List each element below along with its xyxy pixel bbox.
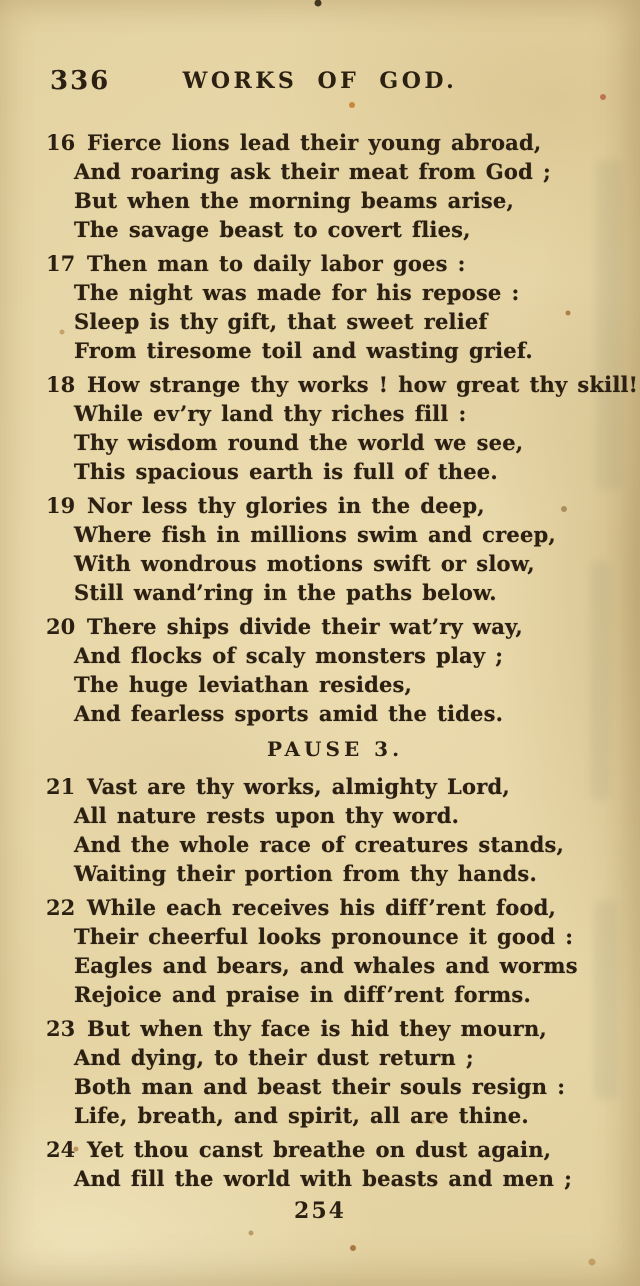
verse-block xyxy=(46,491,624,607)
verse-line: With wondrous motions swift or slow, xyxy=(74,551,535,576)
verse-line: Yet thou canst breathe on dust again, xyxy=(87,1137,552,1162)
verse-lines xyxy=(46,128,624,244)
verse-line: Rejoice and praise in diff’rent forms. xyxy=(74,982,531,1007)
verse-lines xyxy=(46,1135,624,1193)
page-header xyxy=(0,0,640,100)
verse-lines xyxy=(46,893,624,1009)
verse-block xyxy=(46,893,624,1009)
verse-block xyxy=(46,772,624,888)
verse-line: Vast are thy works, almighty Lord, xyxy=(87,774,510,799)
verse-line: Sleep is thy gift, that sweet relief xyxy=(74,309,488,334)
verse-number: 24 xyxy=(46,1137,76,1162)
verse-number: 23 xyxy=(46,1016,76,1041)
verse-line: But when the morning beams arise, xyxy=(74,188,515,213)
verse-line: And flocks of scaly monsters play ; xyxy=(74,643,504,668)
verse-block xyxy=(46,1014,624,1130)
verse-lines xyxy=(46,612,624,728)
verse-line: Nor less thy glories in the deep, xyxy=(87,493,485,518)
verse-block xyxy=(46,612,624,728)
verse-line: The night was made for his repose : xyxy=(74,280,520,305)
verse-block xyxy=(46,1135,624,1193)
verse-line: But when thy face is hid they mourn, xyxy=(87,1016,547,1041)
verse-lines xyxy=(46,772,624,888)
running-title: WORKS OF GOD. xyxy=(182,68,458,94)
verse-number: 16 xyxy=(46,130,76,155)
verse-block xyxy=(46,128,624,244)
verse-number: 17 xyxy=(46,251,76,276)
verse-line: And dying, to their dust return ; xyxy=(74,1045,474,1070)
verse-line: The savage beast to covert flies, xyxy=(74,217,471,242)
verse-line: Fierce lions lead their young abroad, xyxy=(87,130,542,155)
verse-line: Waiting their portion from thy hands. xyxy=(74,861,537,886)
verse-line: While each receives his diff’rent food, xyxy=(87,895,557,920)
verse-line: While ev’ry land thy riches fill : xyxy=(74,401,467,426)
verse-line: Life, breath, and spirit, all are thine. xyxy=(74,1103,529,1128)
verse-number: 19 xyxy=(46,493,76,518)
verse-line: How strange thy works ! how great thy skill! xyxy=(87,372,639,397)
verse-line: The huge leviathan resides, xyxy=(74,672,413,697)
verse-number: 18 xyxy=(46,372,76,397)
verse-line: Still wand’ring in the paths below. xyxy=(74,580,497,605)
verse-lines xyxy=(46,491,624,607)
verse-line: And roaring ask their meat from God ; xyxy=(74,159,551,184)
verse-line: Their cheerful looks pronounce it good : xyxy=(74,924,574,949)
verse-line: Thy wisdom round the world we see, xyxy=(74,430,524,455)
hymn-body xyxy=(0,128,640,1193)
pause-heading: PAUSE 3. xyxy=(266,737,404,761)
header-page-number: 336 xyxy=(50,66,111,96)
verse-lines xyxy=(46,1014,624,1130)
verse-line: And the whole race of creatures stands, xyxy=(74,832,565,857)
verse-line: And fearless sports amid the tides. xyxy=(74,701,504,726)
verse-block xyxy=(46,370,639,486)
verse-number: 22 xyxy=(46,895,76,920)
verse-line: There ships divide their wat’ry way, xyxy=(87,614,523,639)
verse-line: This spacious earth is full of thee. xyxy=(74,459,498,484)
verse-line: Eagles and bears, and whales and worms xyxy=(74,953,578,978)
verse-number: 20 xyxy=(46,614,76,639)
verse-block xyxy=(46,249,624,365)
verse-line: And fill the world with beasts and men ; xyxy=(74,1166,573,1191)
verse-lines xyxy=(46,370,639,486)
verse-line: Both man and beast their souls resign : xyxy=(74,1074,566,1099)
verse-lines xyxy=(46,249,624,365)
verse-number: 21 xyxy=(46,774,76,799)
verse-line: Then man to daily labor goes : xyxy=(87,251,466,276)
footer-page-number: 254 xyxy=(294,1198,346,1224)
verse-line: From tiresome toil and wasting grief. xyxy=(74,338,533,363)
verse-line: All nature rests upon thy word. xyxy=(74,803,460,828)
verse-line: Where fish in millions swim and creep, xyxy=(74,522,556,547)
